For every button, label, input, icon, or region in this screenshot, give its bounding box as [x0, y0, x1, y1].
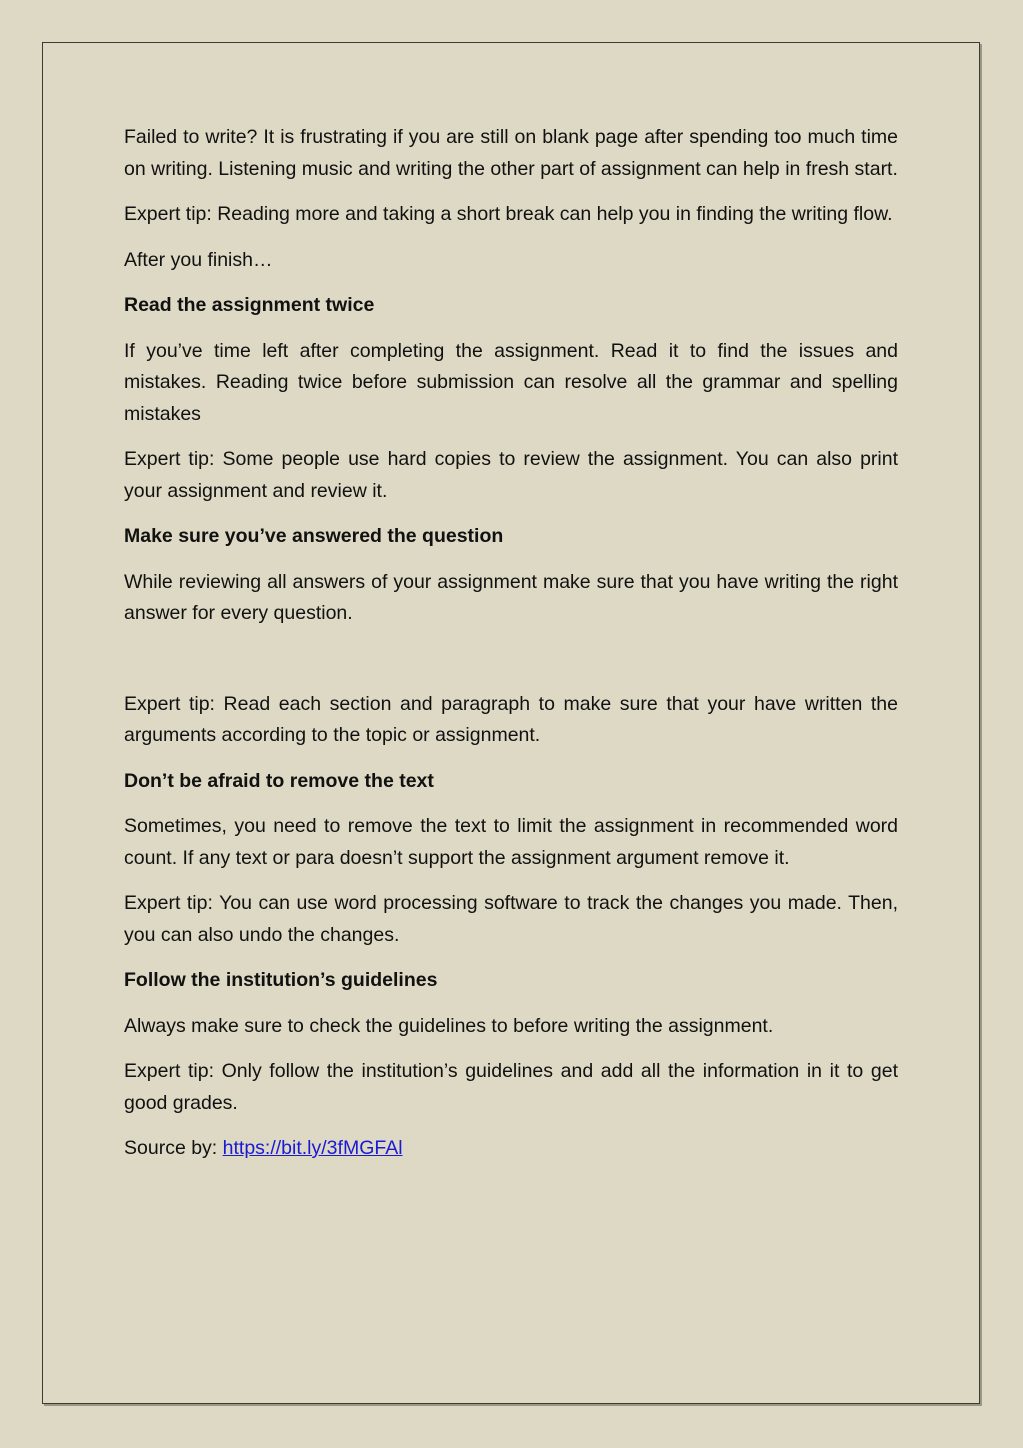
expert-tip-paragraph: Expert tip: You can use word processing software to track the changes you made. Then, you can also undo the changes.: [124, 892, 898, 946]
source-label: Source by:: [124, 1137, 223, 1159]
intro-paragraph: Failed to write? It is frustrating if you are still on blank page after spending too much time on writing. Listening music and writing the other part of assignment can help in fresh start.: [124, 126, 898, 180]
after-finish-paragraph: After you finish…: [124, 248, 273, 271]
body-paragraph: Sometimes, you need to remove the text to limit the assignment in recommended word count. If any text or para doesn’t support the assignment argument remove it.: [124, 815, 898, 869]
expert-tip-paragraph: Expert tip: Only follow the institution’s guidelines and add all the information in it to get good grades.: [124, 1060, 898, 1114]
source-link[interactable]: https://bit.ly/3fMGFAl: [222, 1137, 403, 1159]
expert-tip-paragraph: Expert tip: Read each section and paragraph to make sure that your have written the arguments according to the topic or assignment.: [124, 692, 898, 746]
section-heading-remove-text: Don’t be afraid to remove the text: [124, 769, 434, 792]
body-paragraph: While reviewing all answers of your assignment make sure that you have writing the right answer for every question.: [124, 570, 898, 624]
section-heading-read-twice: Read the assignment twice: [124, 294, 375, 316]
expert-tip-paragraph: Expert tip: Reading more and taking a short break can help you in finding the writing flow.: [124, 203, 893, 225]
expert-tip-paragraph: Expert tip: Some people use hard copies to review the assignment. You can also print your assignment and review it.: [124, 448, 898, 502]
source-line: [124, 1133, 898, 1165]
section-heading-answered-question: Make sure you’ve answered the question: [124, 525, 504, 547]
section-heading-guidelines: Follow the institution’s guidelines: [124, 969, 438, 991]
document-body: [124, 122, 898, 1179]
body-paragraph: Always make sure to check the guidelines to before writing the assignment.: [124, 1014, 774, 1037]
body-paragraph: If you’ve time left after completing the assignment. Read it to find the issues and mistakes. Reading twice before submission can resolve all the grammar and spelling mistakes: [124, 339, 898, 425]
